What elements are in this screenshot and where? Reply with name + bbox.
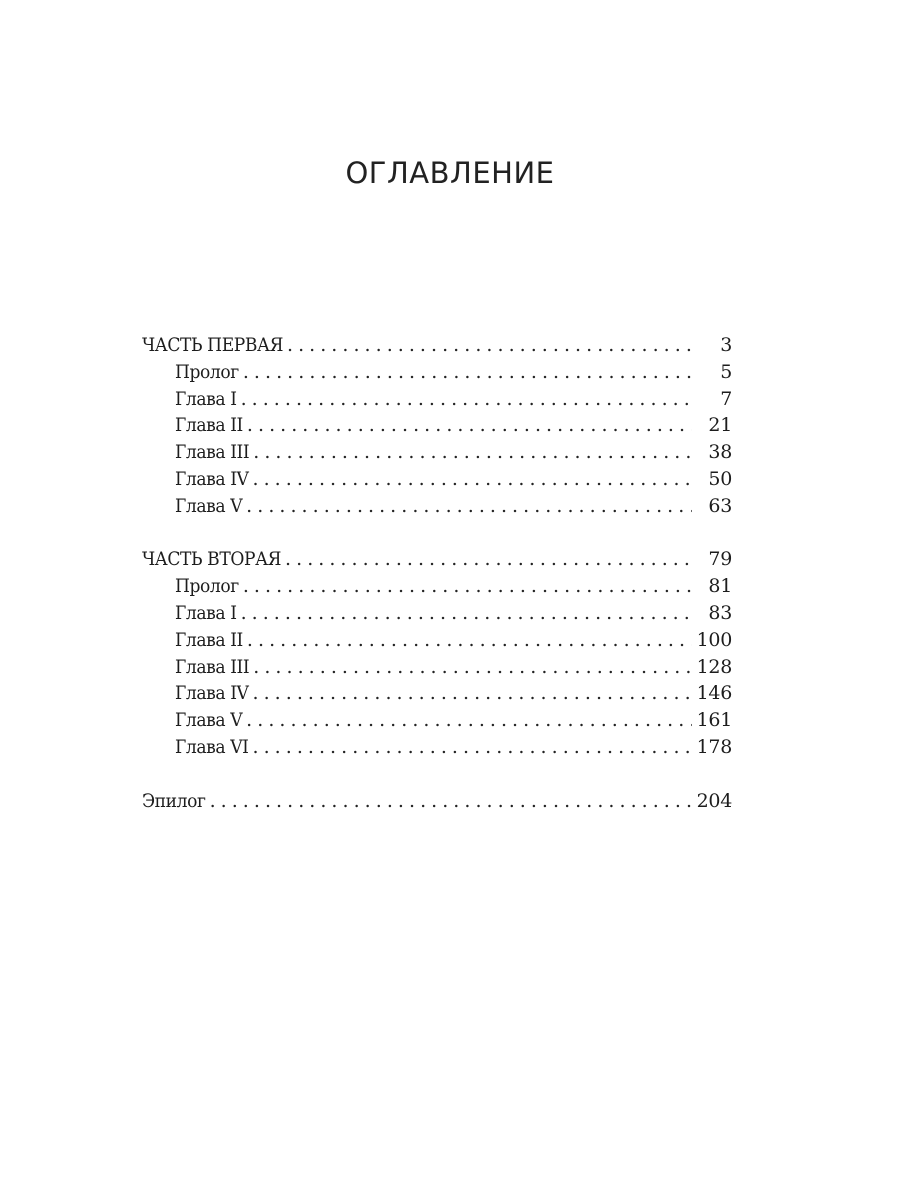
toc-entry[interactable] bbox=[142, 654, 732, 681]
toc-page-number: 178 bbox=[696, 735, 732, 758]
table-of-contents bbox=[142, 332, 732, 841]
toc-label: Глава VI bbox=[175, 735, 249, 758]
dot-leader bbox=[253, 654, 692, 681]
toc-label: Эпилог bbox=[142, 789, 206, 812]
dot-leader bbox=[243, 573, 692, 600]
toc-heading-part-one[interactable] bbox=[142, 332, 732, 359]
dot-leader bbox=[253, 466, 693, 493]
toc-entry[interactable] bbox=[142, 466, 732, 493]
dot-leader bbox=[287, 332, 692, 359]
toc-label: ЧАСТЬ ВТОРАЯ bbox=[142, 548, 282, 571]
toc-entry[interactable] bbox=[142, 493, 732, 520]
dot-leader bbox=[241, 386, 692, 413]
dot-leader bbox=[253, 734, 693, 761]
toc-page-number: 83 bbox=[708, 601, 732, 624]
dot-leader bbox=[285, 546, 692, 573]
toc-page-number: 50 bbox=[708, 467, 732, 490]
dot-leader bbox=[247, 412, 692, 439]
toc-entry[interactable] bbox=[142, 439, 732, 466]
toc-heading-part-two[interactable] bbox=[142, 546, 732, 573]
toc-page-number: 3 bbox=[720, 334, 732, 356]
toc-label: Глава I bbox=[175, 601, 237, 624]
dot-leader bbox=[246, 493, 692, 520]
toc-label: Глава II bbox=[175, 628, 243, 651]
toc-page-number: 204 bbox=[696, 789, 732, 812]
toc-page-number: 81 bbox=[708, 575, 732, 598]
toc-label: Глава V bbox=[175, 709, 243, 732]
dot-leader bbox=[243, 359, 692, 386]
toc-entry[interactable] bbox=[142, 627, 732, 654]
toc-entry[interactable] bbox=[142, 734, 732, 761]
toc-page-number: 100 bbox=[696, 628, 732, 651]
toc-section-epilogue bbox=[142, 788, 732, 815]
toc-label: Пролог bbox=[175, 360, 239, 383]
toc-page-number: 63 bbox=[708, 494, 732, 517]
toc-label: Глава IV bbox=[175, 682, 249, 705]
toc-page-number: 146 bbox=[696, 682, 732, 705]
toc-section-part-two bbox=[142, 546, 732, 760]
toc-label: ЧАСТЬ ПЕРВАЯ bbox=[142, 334, 283, 356]
toc-page-number: 21 bbox=[708, 414, 732, 437]
dot-leader bbox=[247, 627, 692, 654]
toc-page-number: 128 bbox=[696, 655, 732, 678]
dot-leader bbox=[253, 439, 692, 466]
toc-entry[interactable] bbox=[142, 573, 732, 600]
toc-label: Глава III bbox=[175, 441, 250, 464]
toc-page-number: 79 bbox=[708, 548, 732, 571]
toc-label: Глава I bbox=[175, 387, 237, 410]
toc-entry[interactable] bbox=[142, 600, 732, 627]
dot-leader bbox=[210, 788, 692, 815]
toc-entry[interactable] bbox=[142, 412, 732, 439]
toc-page-number: 7 bbox=[720, 387, 732, 410]
toc-label: Пролог bbox=[175, 575, 239, 598]
toc-page-number: 38 bbox=[708, 441, 732, 464]
toc-label: Глава V bbox=[175, 494, 243, 517]
toc-entry[interactable] bbox=[142, 386, 732, 413]
toc-label: Глава IV bbox=[175, 467, 249, 490]
dot-leader bbox=[241, 600, 692, 627]
toc-page-number: 161 bbox=[696, 709, 732, 732]
toc-section-part-one bbox=[142, 332, 732, 520]
toc-entry[interactable] bbox=[142, 359, 732, 386]
toc-label: Глава III bbox=[175, 655, 250, 678]
page-title: ОГЛАВЛЕНИЕ bbox=[345, 156, 555, 190]
toc-entry[interactable] bbox=[142, 680, 732, 707]
toc-page-number: 5 bbox=[720, 360, 732, 383]
toc-label: Глава II bbox=[175, 414, 243, 437]
toc-heading-epilogue[interactable] bbox=[142, 788, 732, 815]
toc-entry[interactable] bbox=[142, 707, 732, 734]
dot-leader bbox=[253, 680, 693, 707]
dot-leader bbox=[246, 707, 692, 734]
